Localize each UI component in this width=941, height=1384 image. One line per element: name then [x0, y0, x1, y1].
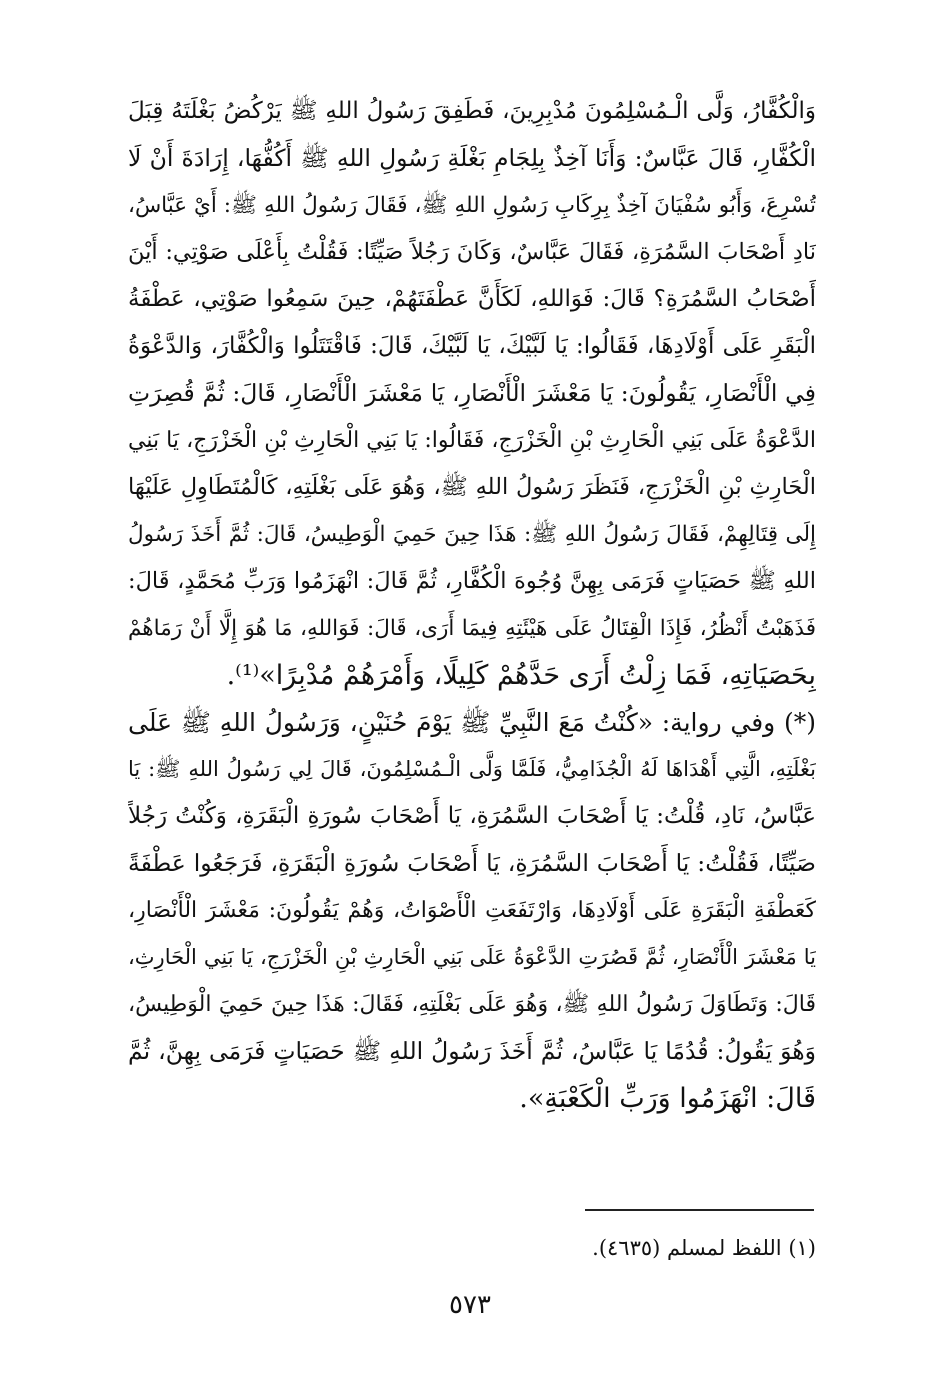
main-text-block	[128, 88, 816, 1193]
text-line-7: فِي الْأَنْصَارِ، يَقُولُونَ: يَا مَعْشَرَ الْأَنْصَارِ، يَا مَعْشَرَ الْأَنْصَارِ، قَالَ: ثُمَّ قُصِرَتِ	[128, 379, 816, 407]
text-line-3: تُسْرِعَ، وَأَبُو سُفْيَانَ آخِذٌ بِرِكَابِ رَسُولِ اللهِ ﷺ، فَقَالَ رَسُولُ اللهِ ﷺ: أَيْ عَبَّاسُ،	[128, 193, 816, 218]
text-line-6: الْبَقَرِ عَلَى أَوْلَادِهَا، فَقَالُوا: يَا لَبَّيْكَ، يَا لَبَّيْكَ، قَالَ: فَاقْتَتَلُوا وَالْكُفَّارَ، وَالدَّعْوَةُ	[128, 333, 816, 359]
text-line-4: نَادِ أَصْحَابَ السَّمُرَةِ، فَقَالَ عَبَّاسٌ، وَكَانَ رَجُلاً صَيِّتًا: فَقُلْتُ بِأَعْلَى صَوْتِي: أَيْنَ	[128, 239, 816, 265]
footnote: (١) اللفظ لمسلم (٤٦٣٥).	[592, 1236, 816, 1260]
text-line-2: الْكُفَّارِ، قَالَ عَبَّاسٌ: وَأَنَا آخِذٌ بِلِجَامِ بَغْلَةِ رَسُولِ اللهِ ﷺ أَكُفُّهَا، إِرَادَةَ أَنْ لَا	[128, 144, 816, 172]
text-line-14: (*) وفي رواية: «كُنْتُ مَعَ النَّبِيِّ ﷺ يَوْمَ حُنَيْنٍ، وَرَسُولُ اللهِ ﷺ عَلَى	[128, 708, 816, 737]
text-line-20: قَالَ: وَتَطَاوَلَ رَسُولُ اللهِ ﷺ، وَهُوَ عَلَى بَغْلَتِهِ، فَقَالَ: هَذَا حِينَ حَمِيَ الْوَطِيسُ،	[128, 992, 816, 1017]
text-line-19: يَا مَعْشَرَ الْأَنْصَارِ، ثُمَّ قَصُرَتِ الدَّعْوَةُ عَلَى بَنِي الْحَارِثِ بْنِ الْخَزْرَجِ، يَا بَنِي الْحَارِثِ،	[128, 945, 816, 969]
text-line-22: قَالَ: انْهَزَمُوا وَرَبِّ الْكَعْبَةِ».	[519, 1083, 816, 1114]
text-line-10: إِلَى قِتَالِهِمْ، فَقَالَ رَسُولُ اللهِ ﷺ: هَذَا حِينَ حَمِيَ الْوَطِيسُ، قَالَ: ثُمَّ أَخَذَ رَسُولُ	[128, 522, 816, 547]
page-number: ٥٧٣	[449, 1290, 491, 1320]
text-line-16: عَبَّاسُ، نَادِ، قُلْتُ: يَا أَصْحَابَ السَّمُرَةِ، يَا أَصْحَابَ سُورَةِ الْبَقَرَةِ، وَكُنْتُ رَجُلاً	[128, 803, 816, 829]
text-line-13: بِحَصَيَاتِهِ، فَمَا زِلْتُ أَرَى حَدَّهُمْ كَلِيلًا، وَأَمْرَهُمْ مُدْبِرًا»⁽¹⁾.	[226, 660, 816, 691]
text-line-1: وَالْكُفَّارُ، وَلَّى الْـمُسْلِمُونَ مُدْبِرِينَ، فَطَفِقَ رَسُولُ اللهِ ﷺ يَرْكُضُ بَغْلَتَهُ قِبَلَ	[128, 98, 816, 124]
text-line-15: بَغْلَتِهِ، الَّتِي أَهْدَاهَا لَهُ الْجُذَامِيُّ، فَلَمَّا وَلَّى الْـمُسْلِمُونَ، قَالَ لِي رَسُولُ اللهِ ﷺ: يَا	[128, 757, 816, 781]
text-line-12: فَذَهَبْتُ أَنْظُرُ، فَإِذَا الْقِتَالُ عَلَى هَيْئَتِهِ فِيمَا أَرَى، قَالَ: فَوَاللهِ، مَا هُوَ إِلَّا أَنْ رَمَاهُمْ	[128, 616, 816, 641]
text-line-11: اللهِ ﷺ حَصَيَاتٍ فَرَمَى بِهِنَّ وُجُوهَ الْكُفَّارِ، ثُمَّ قَالَ: انْهَزَمُوا وَرَبِّ مُحَمَّدٍ، قَالَ:	[128, 568, 816, 594]
text-line-18: كَعَطْفَةِ الْبَقَرَةِ عَلَى أَوْلَادِهَا، وَارْتَفَعَتِ الْأَصْوَاتُ، وَهُمْ يَقُولُونَ: مَعْشَرَ الْأَنْصَارِ،	[128, 898, 816, 923]
text-line-5: أَصْحَابُ السَّمُرَةِ؟ قَالَ: فَوَاللهِ، لَكَأَنَّ عَطْفَتَهُمْ، حِينَ سَمِعُوا صَوْتِي، عَطْفَةُ	[128, 286, 816, 312]
footnote-divider	[585, 1209, 814, 1211]
text-line-17: صَيِّتًا، فَقُلْتُ: يَا أَصْحَابَ السَّمُرَةِ، يَا أَصْحَابَ سُورَةِ الْبَقَرَةِ، فَرَجَعُوا عَطْفَةً	[128, 849, 816, 877]
text-line-9: الْحَارِثِ بْنِ الْخَزْرَجِ، فَنَظَرَ رَسُولُ اللهِ ﷺ، وَهُوَ عَلَى بَغْلَتِهِ، كَالْمُتَطَاوِلِ عَلَيْهَا	[128, 474, 816, 500]
text-line-8: الدَّعْوَةُ عَلَى بَنِي الْحَارِثِ بْنِ الْخَزْرَجِ، فَقَالُوا: يَا بَنِي الْحَارِثِ بْنِ الْخَزْرَجِ، يَا بَنِي	[128, 428, 816, 453]
text-line-21: وَهُوَ يَقُولُ: قُدُمًا يَا عَبَّاسُ، ثُمَّ أَخَذَ رَسُولُ اللهِ ﷺ حَصَيَاتٍ فَرَمَى بِهِنَّ، ثُمَّ	[128, 1037, 816, 1065]
